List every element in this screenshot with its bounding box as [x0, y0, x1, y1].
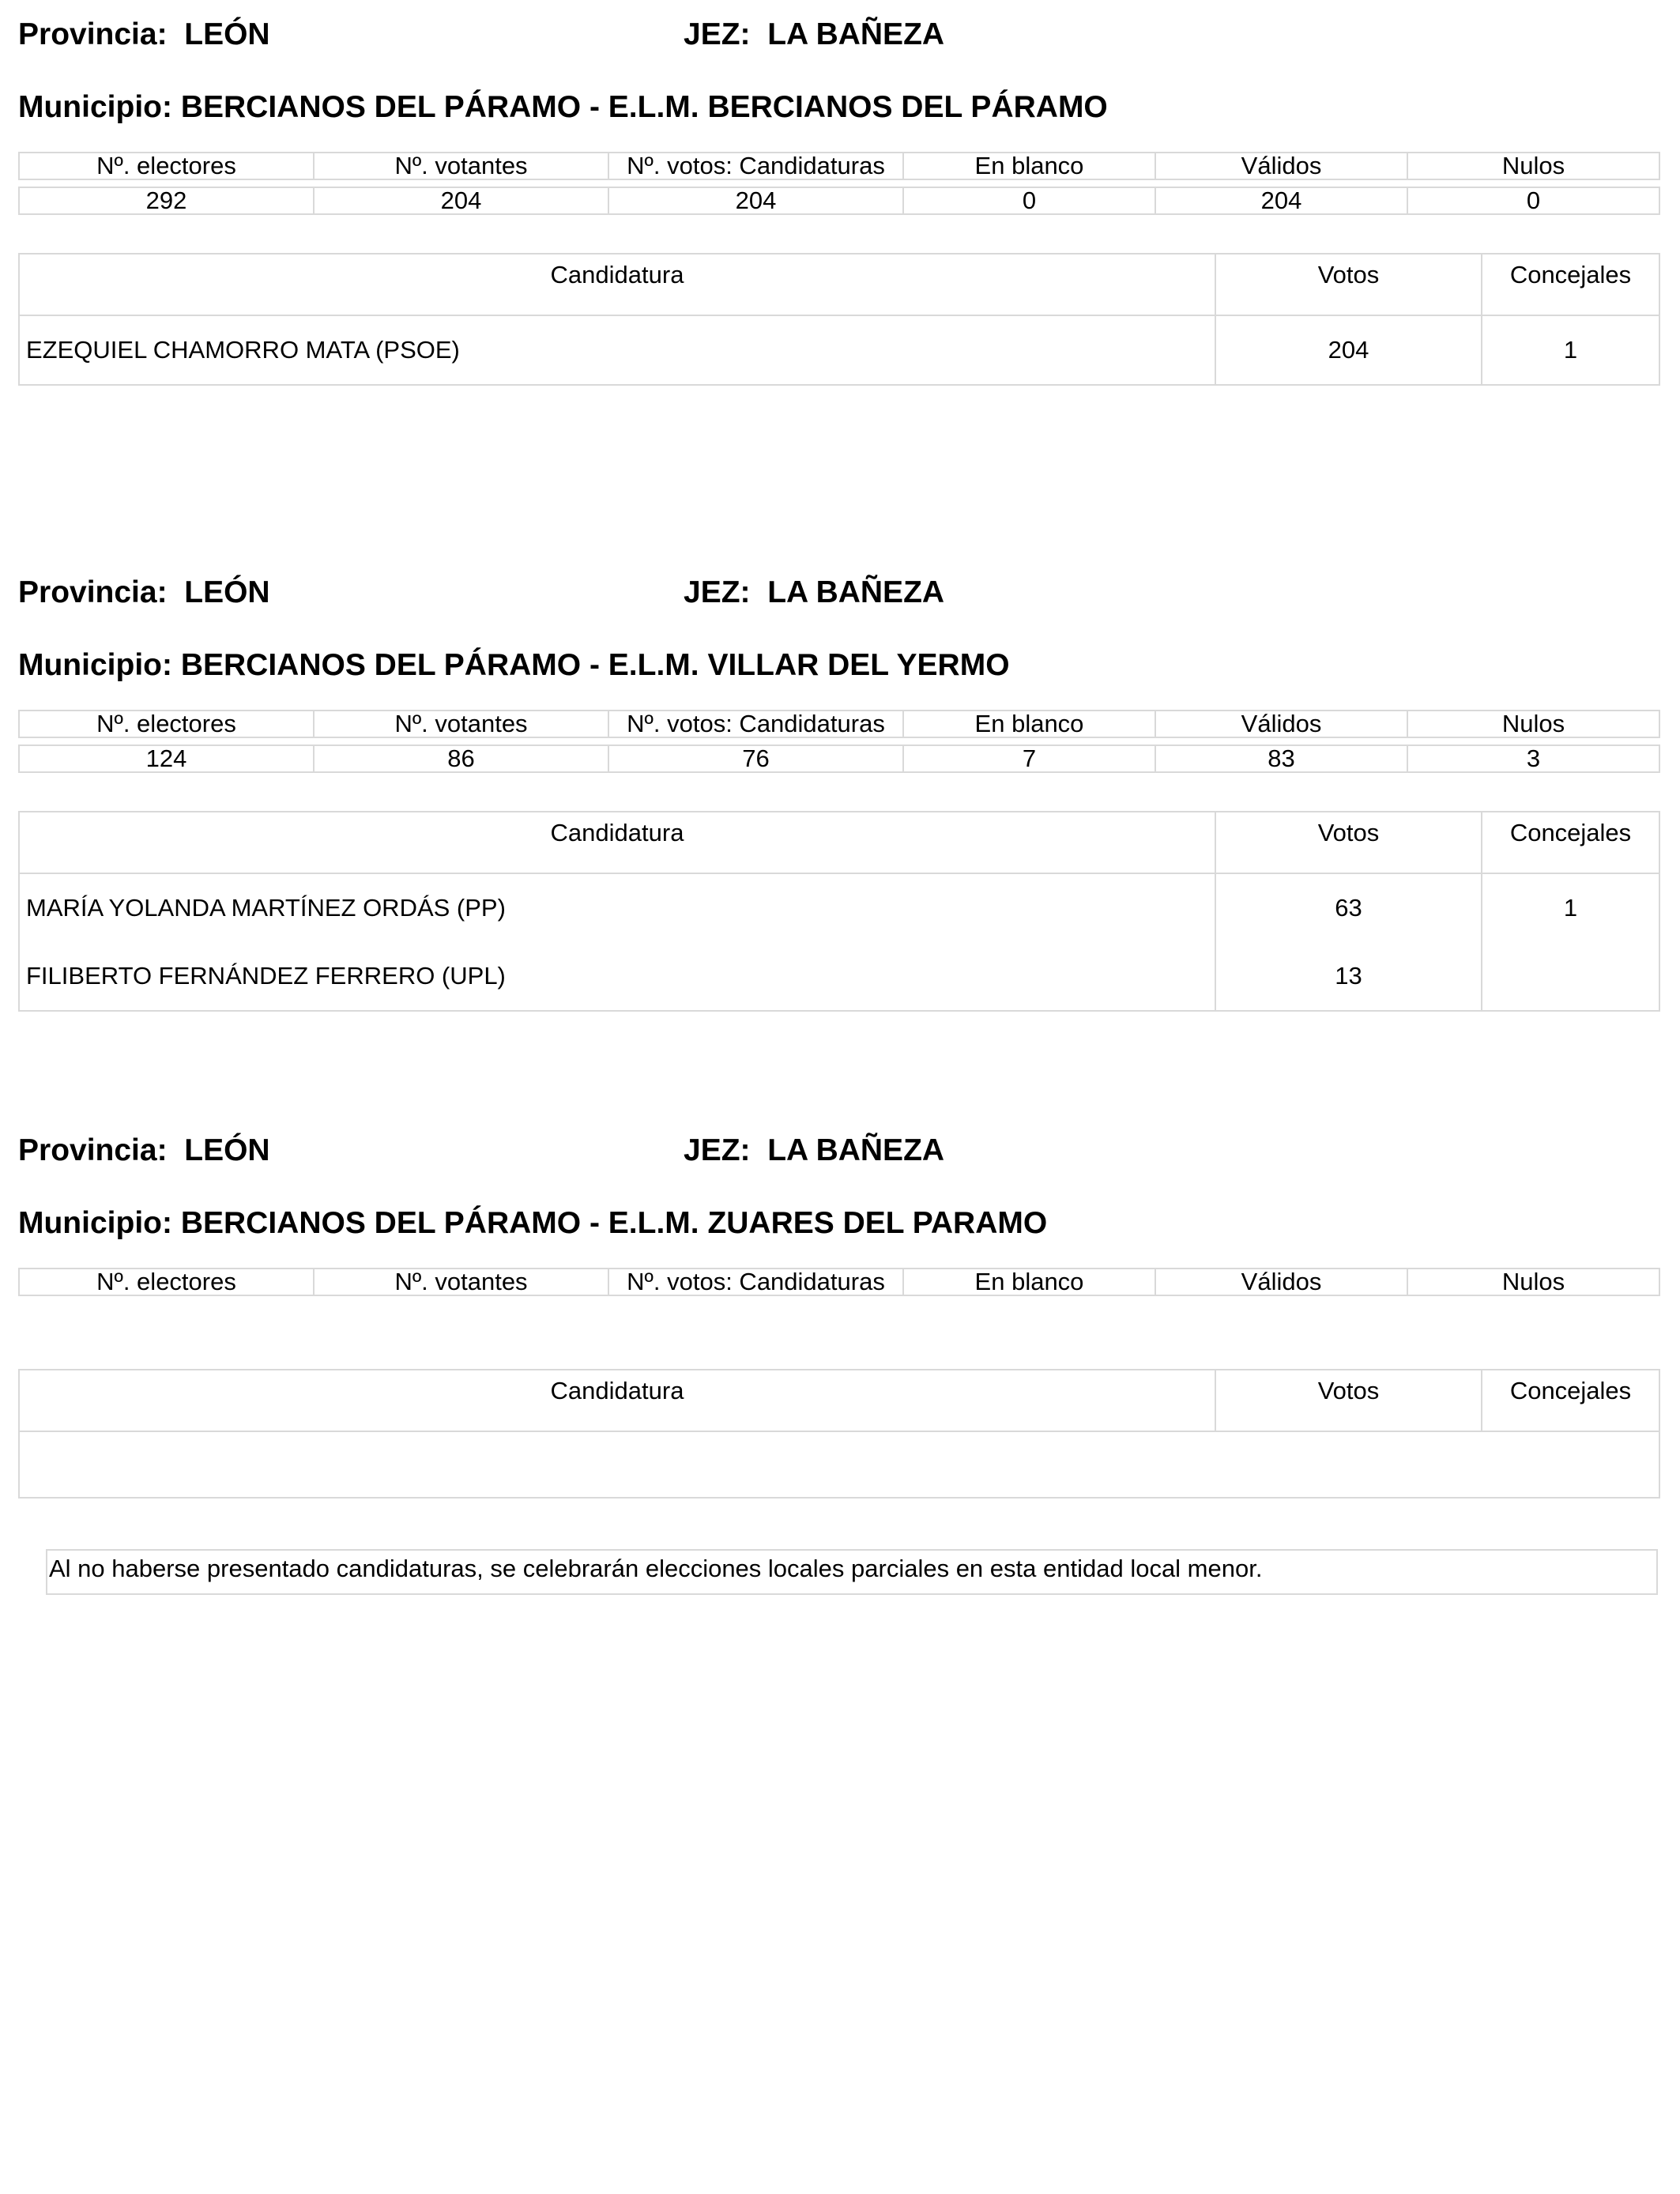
stats-value: 292: [19, 187, 314, 214]
municipio-title: Municipio: BERCIANOS DEL PÁRAMO - E.L.M. VILLAR DEL YERMO: [18, 648, 1010, 682]
concejales-header: Concejales: [1482, 254, 1659, 315]
stats-header: Nulos: [1407, 1269, 1659, 1295]
header-row: [18, 1127, 1659, 1174]
jez-value: LA BAÑEZA: [767, 575, 945, 609]
stats-value: 124: [19, 745, 314, 772]
stats-header: Nulos: [1407, 153, 1659, 179]
jez-value: LA BAÑEZA: [767, 1133, 945, 1167]
candidate-votos: 63: [1215, 873, 1482, 942]
candidatura-header: Candidatura: [19, 254, 1215, 315]
empty-cell: [19, 1431, 1659, 1498]
votos-header: Votos: [1215, 1370, 1482, 1431]
stats-value-row: [19, 187, 1659, 214]
stats-header: Nulos: [1407, 711, 1659, 737]
stats-value: 7: [903, 745, 1155, 772]
stats-value: 76: [608, 745, 903, 772]
candidatura-header: Candidatura: [19, 1370, 1215, 1431]
candidate-row: [19, 942, 1659, 1011]
jez-label: JEZ: LA BAÑEZA: [684, 1133, 945, 1167]
candidate-concejales: 1: [1482, 873, 1659, 942]
candidates-table: [18, 811, 1660, 1012]
stats-value: 204: [1155, 187, 1407, 214]
candidate-votos: 204: [1215, 315, 1482, 385]
stats-value: 0: [1407, 187, 1659, 214]
candidate-name: EZEQUIEL CHAMORRO MATA (PSOE): [19, 315, 1215, 385]
provincia-value: LEÓN: [184, 17, 270, 51]
municipio-title: Municipio: BERCIANOS DEL PÁRAMO - E.L.M. ZUARES DEL PARAMO: [18, 1206, 1048, 1240]
provincia-value: LEÓN: [184, 575, 270, 609]
stats-value: 83: [1155, 745, 1407, 772]
stats-table: [18, 152, 1660, 215]
candidate-row: [19, 873, 1659, 942]
stats-header: Nº. electores: [19, 153, 314, 179]
stats-header-row: [19, 1269, 1659, 1295]
stats-header: Válidos: [1155, 711, 1407, 737]
stats-header: Nº. electores: [19, 1269, 314, 1295]
stats-table: [18, 1268, 1660, 1296]
stats-header-row: [19, 711, 1659, 737]
stats-value: 0: [903, 187, 1155, 214]
jez-label: JEZ: LA BAÑEZA: [684, 17, 945, 51]
candidatura-header: Candidatura: [19, 812, 1215, 873]
header-row: [18, 569, 1659, 616]
provincia-label: Provincia: LEÓN: [18, 17, 270, 51]
candidates-table: [18, 1369, 1660, 1498]
jez-label: JEZ: LA BAÑEZA: [684, 575, 945, 609]
stats-header: En blanco: [903, 153, 1155, 179]
candidates-header-row: [19, 812, 1659, 873]
concejales-header: Concejales: [1482, 812, 1659, 873]
stats-header: Nº. votantes: [314, 1269, 608, 1295]
candidate-concejales: [1482, 942, 1659, 1011]
stats-header: Nº. votantes: [314, 711, 608, 737]
candidate-name: MARÍA YOLANDA MARTÍNEZ ORDÁS (PP): [19, 873, 1215, 942]
stats-header: Nº. votos: Candidaturas: [608, 711, 903, 737]
stats-header-row: [19, 153, 1659, 179]
stats-header: Nº. votos: Candidaturas: [608, 1269, 903, 1295]
stats-value-row: [19, 745, 1659, 772]
empty-candidate-row: [19, 1431, 1659, 1498]
candidates-header-row: [19, 1370, 1659, 1431]
stats-header: En blanco: [903, 711, 1155, 737]
provincia-label: Provincia: LEÓN: [18, 1133, 270, 1167]
candidates-table: [18, 253, 1660, 386]
votos-header: Votos: [1215, 812, 1482, 873]
provincia-value: LEÓN: [184, 1133, 270, 1167]
stats-table: [18, 710, 1660, 773]
note-box: Al no haberse presentado candidaturas, se celebrarán elecciones locales parciales en esta entidad local menor.: [46, 1549, 1658, 1595]
stats-header: Nº. votantes: [314, 153, 608, 179]
provincia-label: Provincia: LEÓN: [18, 575, 270, 609]
stats-value: 204: [314, 187, 608, 214]
candidate-votos: 13: [1215, 942, 1482, 1011]
stats-header: Válidos: [1155, 153, 1407, 179]
candidate-row: [19, 315, 1659, 385]
stats-value: 3: [1407, 745, 1659, 772]
municipio-title: Municipio: BERCIANOS DEL PÁRAMO - E.L.M. BERCIANOS DEL PÁRAMO: [18, 90, 1108, 124]
candidate-name: FILIBERTO FERNÁNDEZ FERRERO (UPL): [19, 942, 1215, 1011]
stats-header: Nº. electores: [19, 711, 314, 737]
jez-value: LA BAÑEZA: [767, 17, 945, 51]
candidates-header-row: [19, 254, 1659, 315]
candidate-concejales: 1: [1482, 315, 1659, 385]
stats-value: 86: [314, 745, 608, 772]
concejales-header: Concejales: [1482, 1370, 1659, 1431]
votos-header: Votos: [1215, 254, 1482, 315]
stats-value: 204: [608, 187, 903, 214]
stats-header: En blanco: [903, 1269, 1155, 1295]
header-row: [18, 11, 1659, 58]
stats-header: Nº. votos: Candidaturas: [608, 153, 903, 179]
stats-header: Válidos: [1155, 1269, 1407, 1295]
